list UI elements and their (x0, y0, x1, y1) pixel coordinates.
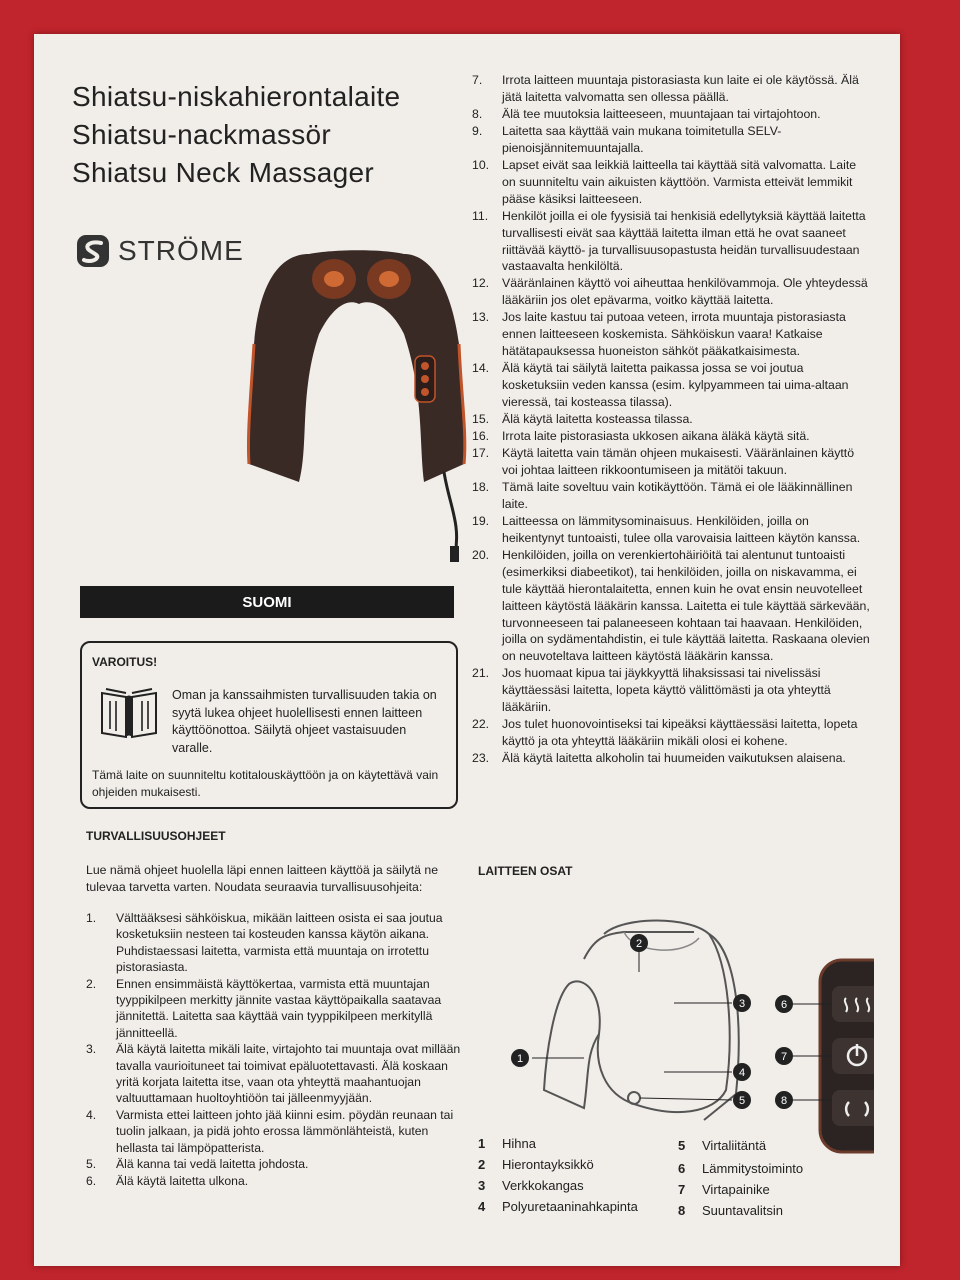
callout-5: 5 (738, 1095, 746, 1107)
list-item: 21. Jos huomaat kipua tai jäykkyyttä lihaksissasi tai nivelissäsi käyttäessäsi laitetta, lopeta käyttö välittömästi ja ota yhteyttä lääkäriin. (472, 666, 831, 715)
list-item: 12. Vääränlainen käyttö voi aiheuttaa henkilövammoja. Ole yhteydessä lääkäriin jos olet epävarma, voitko käyttää laitetta. (472, 276, 868, 308)
warning-text: Oman ja kanssaihmisten turvallisuuden takia on syytä lukea ohjeet huolellisesti ennen laitteen käyttöönottoa. Säilytä ohjeet vastaisuuden varalle. (172, 688, 437, 755)
instruction-sheet (34, 34, 900, 1266)
callout-4: 4 (738, 1067, 746, 1079)
title-en: Shiatsu Neck Massager (72, 157, 374, 188)
warning-title: VAROITUS! (92, 655, 158, 669)
list-item: 4. Varmista ettei laitteen johto jää kiinni esim. pöydän reunaan tai tuolin jalkaan, ja pidä johto erossa lämmönlähteistä, kuten hellasta tai lämpöpatterista. (86, 1107, 454, 1155)
list-item: 11. Henkilöt joilla ei ole fyysisiä tai henkisiä edellytyksiä käyttää laitetta turvallisesti eivät saa käyttää laitetta ilman että he ovat saaneet riittävää käyttö- ja turvallisuusopastusta heidän turvallisuudestaan vastaavalta henkilöltä. (472, 208, 866, 274)
part-item: 7 Virtapainike (678, 1182, 770, 1197)
open-book-icon (98, 683, 160, 741)
callout-7: 7 (780, 1051, 788, 1063)
callout-6: 6 (780, 999, 788, 1011)
safety-intro: Lue nämä ohjeet huolella läpi ennen laitteen käyttöä ja säilytä ne tulevaa tarvetta varten. Noudata seuraavia turvallisuusohjeita: (86, 863, 439, 894)
safety-heading: TURVALLISUUSOHJEET (86, 829, 226, 843)
parts-diagram (474, 894, 874, 1164)
language-bar: SUOMI (80, 586, 454, 618)
brand-s-icon (76, 234, 110, 268)
part-item: 5 Virtaliitäntä (678, 1138, 767, 1153)
safety-list-left (86, 910, 466, 1189)
list-item: 22. Jos tulet huonovointiseksi tai kipeäksi käyttäessäsi laitetta, lopeta käyttö ja ota yhteyttä lääkäriin mikäli olosi ei kohene. (472, 717, 858, 749)
callout-1: 1 (516, 1053, 524, 1065)
warning-box (80, 641, 458, 809)
list-item: 8. Älä tee muutoksia laitteeseen, muuntajaan tai virtajohtoon. (472, 106, 821, 121)
callout-2: 2 (635, 938, 643, 950)
part-item: 3 Verkkokangas (478, 1178, 584, 1193)
part-item: 6 Lämmitystoiminto (678, 1161, 804, 1176)
list-item: 15. Älä käytä laitetta kosteassa tilassa. (472, 412, 693, 427)
list-item: 20. Henkilöiden, joilla on verenkiertohäiriöitä tai alentunut tuntoaisti (esimerkiksi diabeetikot), tai henkilöiden, joilla on niskavamma, ei tule käyttää hierontalaitetta, ennen kuin he ovat ensin neuvotelleet laitteen käytöstä lääkärin kanssa. Laitetta ei tule käyttää särkevään, turvonneeseen tai palaneeseen kohtaan tai haavaan. Henkilöiden, joilla on sydämentahdistin, ei tule käyttää laitetta. Raskaana olevien on neuvoteltava laitteen käytöstä lääkärin kanssa. (472, 547, 870, 664)
list-item: 23. Älä käytä laitetta alkoholin tai huumeiden vaikutuksen alaisena. (472, 751, 846, 766)
list-item: 3. Älä käytä laitetta mikäli laite, virtajohto tai muuntaja ovat millään tavalla vaurioituneet tai toimivat epäluotettavasti. Älä koskaan yritä korjata laitetta itse, vaan ota yhteyttä maahantuojan valtuuttamaan huoltoyhtiöön tai jälleenmyyjään. (86, 1042, 461, 1106)
list-item: 19. Laitteessa on lämmitysominaisuus. Henkilöiden, joilla on heikentynyt tuntoaisti, tulee olla varovaisia laitteen käytön kanssa. (472, 513, 861, 545)
list-item: 18. Tämä laite soveltuu vain kotikäyttöön. Tämä ei ole lääkinnällinen laite. (472, 479, 853, 511)
list-item: 14. Älä käytä tai säilytä laitetta paikassa jossa se voi joutua kosketuksiin veden kanssa (esim. kylpyammeen tai uima-altaan vieressä, tai kosteassa tilassa). (472, 361, 849, 410)
neck-massager-image (239, 224, 479, 564)
list-item: 10. Lapset eivät saa leikkiä laitteella tai käyttää sitä valvomatta. Laite on suunniteltu vain aikuisten käyttöön. Varmista etteivät lemmikit pääse käsiksi laitteeseen. (472, 157, 857, 206)
parts-heading: LAITTEEN OSAT (478, 864, 573, 878)
list-item: 7. Irrota laitteen muuntaja pistorasiasta kun laite ei ole käytössä. Älä jätä laitetta valvomatta sen ollessa päällä. (472, 73, 859, 104)
list-item: 17. Käytä laitetta vain tämän ohjeen mukaisesti. Vääränlainen käyttö voi johtaa laitteen rikkoontumiseen ja mitätöi takuun. (472, 445, 855, 477)
safety-list-right (472, 72, 872, 767)
part-item: 1 Hihna (478, 1136, 536, 1151)
part-item: 8 Suuntavalitsin (678, 1203, 783, 1218)
part-item: 2 Hierontayksikkö (478, 1157, 594, 1172)
list-item: 5. Älä kanna tai vedä laitetta johdosta. (86, 1157, 309, 1172)
title-sv: Shiatsu-nackmassör (72, 119, 332, 150)
brand-logo (76, 234, 244, 268)
list-item: 1. Välttääksesi sähköiskua, mikään laitteen osista ei saa joutua kosketuksiin nesteen tai kosteuden kanssa käytön aikana. Puhdistaessasi laitetta, varmista että muuntaja on irrotettu pistorasiasta. (86, 911, 443, 975)
list-item: 13. Jos laite kastuu tai putoaa veteen, irrota muuntaja pistorasiasta ennen laitteeseen koskemista. Sähköiskun vaara! Katkaise hätätapauksessa huoneiston sähköt pääkatkaisimesta. (472, 310, 846, 359)
product-titles (72, 78, 400, 192)
warning-footer: Tämä laite on suunniteltu kotitalouskäyttöön ja on käytettävä vain ohjeiden mukaisesti. (92, 768, 439, 799)
callout-8: 8 (780, 1095, 788, 1107)
list-item: 2. Ennen ensimmäistä käyttökertaa, varmista että muuntajan tyyppikilpeen merkitty jännite vastaa käyttöpaikalla saatavaa jännitettä. Laitetta saa käyttää vain tyyppikilpeen merkityllä jännitteellä. (86, 976, 442, 1040)
part-item: 4 Polyuretaaninahkapinta (478, 1199, 638, 1214)
title-fi: Shiatsu-niskahierontalaite (72, 81, 401, 112)
brand-name: STRÖME (118, 235, 244, 266)
list-item: 9. Laitetta saa käyttää vain mukana toimitetulla SELV-pienoisjännitemuuntajalla. (472, 123, 782, 155)
list-item: 16. Irrota laite pistorasiasta ukkosen aikana äläkä käytä sitä. (472, 429, 810, 444)
list-item: 6. Älä käytä laitetta ulkona. (86, 1173, 249, 1188)
callout-3: 3 (738, 998, 746, 1010)
